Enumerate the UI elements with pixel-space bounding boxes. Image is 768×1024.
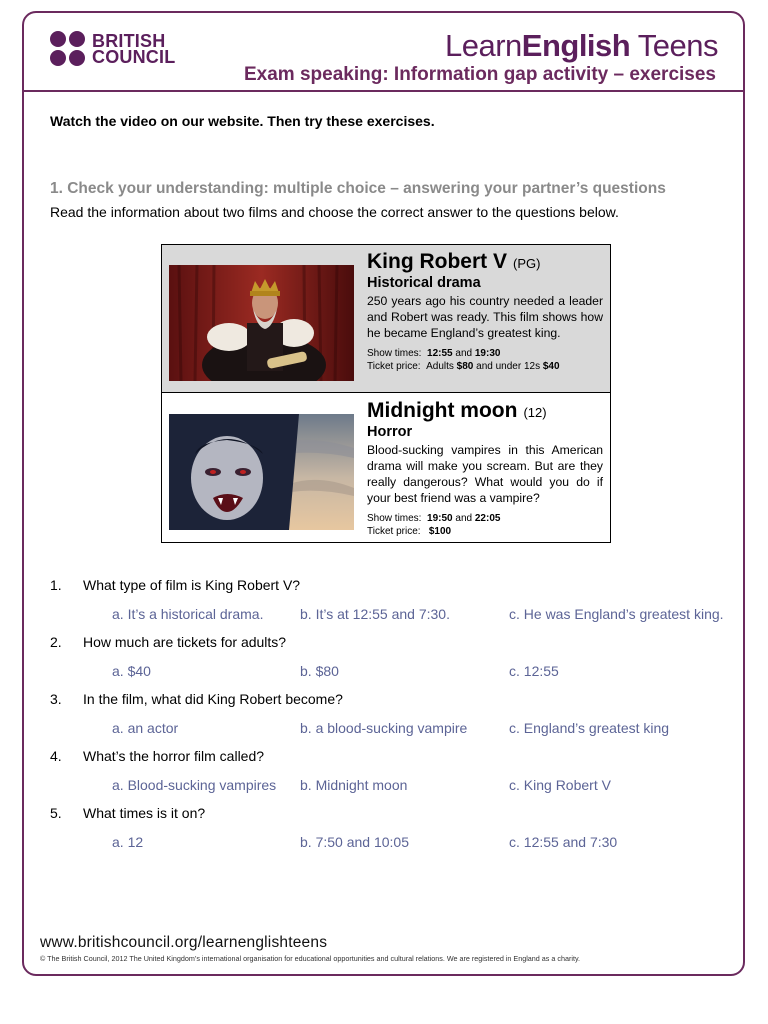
question-3-option-c[interactable]: c. England’s greatest king — [509, 720, 670, 736]
question-5-option-c[interactable]: c. 12:55 and 7:30 — [509, 834, 618, 850]
question-4-option-b[interactable]: b. Midnight moon — [300, 777, 408, 793]
films-table — [161, 244, 611, 543]
film-rating: (PG) — [513, 256, 541, 271]
film-genre: Historical drama — [367, 275, 481, 291]
section-title: 1. Check your understanding: multiple choice – answering your partner’s questions — [50, 180, 666, 197]
bc-logo-line2: COUNCIL — [92, 47, 176, 67]
question-4-option-c[interactable]: c. King Robert V — [509, 777, 611, 793]
film-genre: Horror — [367, 424, 413, 440]
footer-url[interactable]: www.britishcouncil.org/learnenglishteens — [40, 934, 328, 951]
section-subtitle: Read the information about two films and choose the correct answer to the questions below. — [50, 204, 619, 220]
midnight-moon-image — [169, 414, 354, 530]
film-price: Ticket price: Adults $80 and under 12s $40 — [367, 361, 560, 372]
question-1-option-a[interactable]: a. It’s a historical drama. — [112, 606, 264, 622]
film-showtimes: Show times: 12:55 and 19:30 — [367, 348, 501, 359]
question-5-option-b[interactable]: b. 7:50 and 10:05 — [300, 834, 409, 850]
film-rating: (12) — [523, 405, 547, 420]
film-showtimes: Show times: 19:50 and 22:05 — [367, 513, 501, 524]
film-price: Ticket price: $100 — [367, 526, 452, 537]
instruction-text: Watch the video on our website. Then try these exercises. — [50, 113, 435, 129]
bc-logo-line1: BRITISH — [92, 31, 166, 51]
film-description: 250 years ago his country needed a leader and Robert was ready. This film shows how he became England’s greatest king. — [367, 294, 603, 340]
learnenglish-teens-logo: LearnEnglish Teens — [444, 28, 718, 63]
footer-copyright: © The British Council, 2012 The United Kingdom’s international organisation for educational opportunities and cultural relations. We are registered in England as a charity. — [40, 954, 581, 963]
question-1-option-b[interactable]: b. It’s at 12:55 and 7:30. — [300, 606, 450, 622]
british-council-dots-icon — [50, 31, 86, 67]
question-2-option-c[interactable]: c. 12:55 — [509, 663, 559, 679]
question-4-option-a[interactable]: a. Blood-sucking vampires — [112, 777, 277, 793]
question-2-option-b[interactable]: b. $80 — [300, 663, 339, 679]
question-2-option-a[interactable]: a. $40 — [112, 663, 151, 679]
film-title: King Robert V — [367, 250, 507, 273]
question-1-option-c[interactable]: c. He was England’s greatest king. — [509, 606, 724, 622]
question-3-option-a[interactable]: a. an actor — [112, 720, 179, 736]
header-rule — [22, 90, 745, 92]
british-council-logo — [50, 31, 175, 67]
film-midnight-moon — [162, 394, 610, 542]
film-king-robert — [162, 245, 610, 393]
king-robert-image — [169, 265, 354, 381]
document-title: Exam speaking: Information gap activity – exercises — [243, 64, 716, 85]
film-title: Midnight moon — [367, 399, 518, 422]
film-description: Blood-sucking vampires in this American drama will make you scream. But are they really dangerous? What would you do if your best friend was a vampire? — [367, 443, 603, 505]
question-5-option-a[interactable]: a. 12 — [112, 834, 144, 850]
question-3-option-b[interactable]: b. a blood-sucking vampire — [300, 720, 468, 736]
